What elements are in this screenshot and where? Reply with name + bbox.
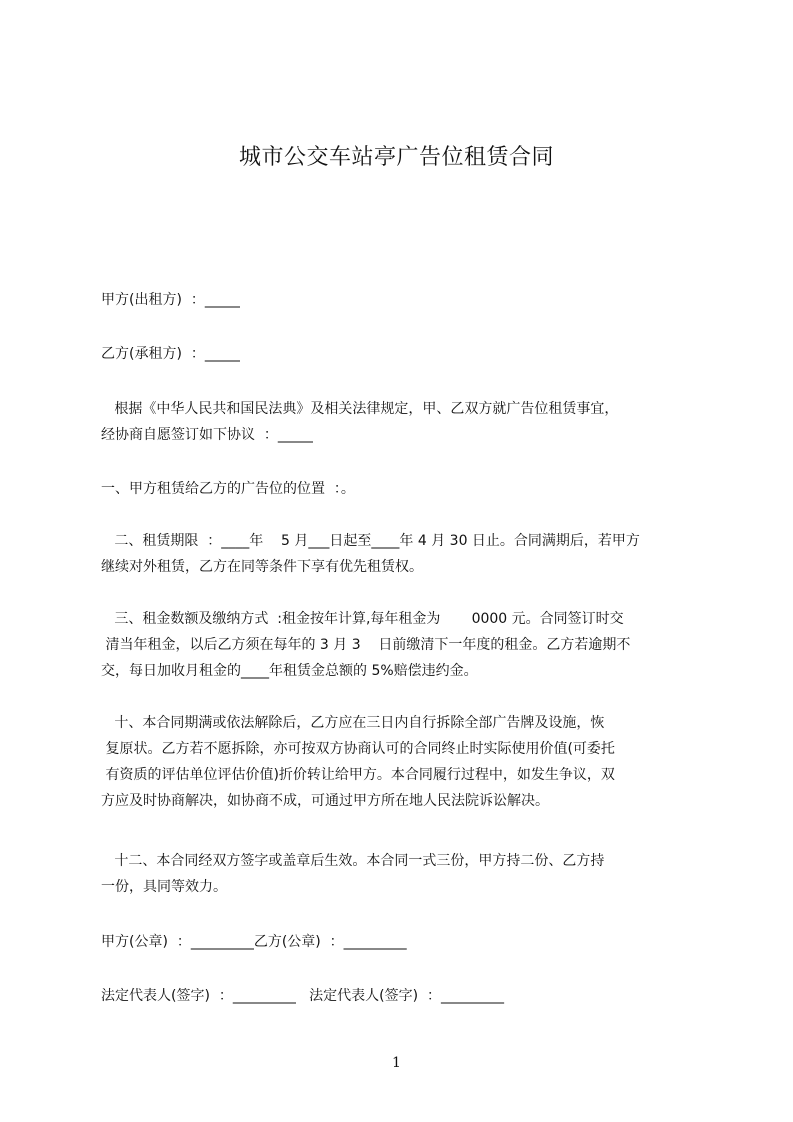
clause-3-line-1: 三、租金数额及缴纳方式 :租金按年计算,每年租金为 0000 元。合同签订时交 [101, 611, 624, 627]
clause-1-paragraph [101, 476, 711, 502]
clause-2-line-2: 继续对外租赁，乙方在同等条件下享有优先租赁权。 [101, 559, 423, 575]
representative-signature-line [101, 983, 711, 1009]
intro-paragraph [101, 396, 711, 448]
intro-line-2: 经协商自愿签订如下协议 ：_____ [101, 427, 313, 443]
clause-2-paragraph [101, 528, 711, 580]
seal-line-text: 甲方(公章) ：_________乙方(公章) ：_________ [101, 934, 407, 950]
clause-10-paragraph [101, 710, 711, 814]
clause-10-line-1: 十、本合同期满或依法解除后，乙方应在三日内自行拆除全部广告牌及设施，恢 [101, 715, 605, 731]
clause-10-line-4: 方应及时协商解决，如协商不成，可通过甲方所在地人民法院诉讼解决。 [101, 793, 549, 809]
party-b-line [101, 341, 711, 367]
clause-12-line-1: 十二、本合同经双方签字或盖章后生效。本合同一式三份，甲方持二份、乙方持 [101, 853, 605, 869]
clause-3-line-2: 清当年租金，以后乙方须在每年的 3 月 3 日前缴清下一年度的租金。乙方若逾期不 [101, 637, 631, 653]
clause-12-line-2: 一份，具同等效力。 [101, 879, 227, 895]
clause-10-line-2: 复原状。乙方若不愿拆除，亦可按双方协商认可的合同终止时实际使用价值(可委托 [101, 741, 615, 757]
clause-1-text: 一、甲方租赁给乙方的广告位的位置 ：。 [101, 481, 355, 497]
clause-10-line-3: 有资质的评估单位评估价值)折价转让给甲方。本合同履行过程中，如发生争议，双 [101, 767, 615, 783]
clause-2-line-1: 二、租赁期限 ：____年 5 月___日起至____年 4 月 30 日止。合同满期后，若甲方 [101, 533, 640, 549]
page-number: 1 [392, 1055, 401, 1071]
party-a-text: 甲方(出租方) ：_____ [101, 292, 240, 308]
intro-line-1: 根据《中华人民共和国民法典》及相关法律规定，甲、乙双方就广告位租赁事宜， [101, 401, 619, 417]
rep-line-text: 法定代表人(签字) ：_________ 法定代表人(签字) ：_________ [101, 988, 504, 1004]
party-b-text: 乙方(承租方) ：_____ [101, 346, 240, 362]
clause-3-line-3: 交，每日加收月租金的____年租赁金总额的 5%赔偿违约金。 [101, 663, 478, 679]
seal-signature-line [101, 929, 711, 955]
party-a-line [101, 287, 711, 313]
clause-3-paragraph [101, 606, 711, 684]
contract-title: 城市公交车站亭广告位租赁合同 [238, 145, 554, 170]
clause-12-paragraph [101, 848, 711, 900]
